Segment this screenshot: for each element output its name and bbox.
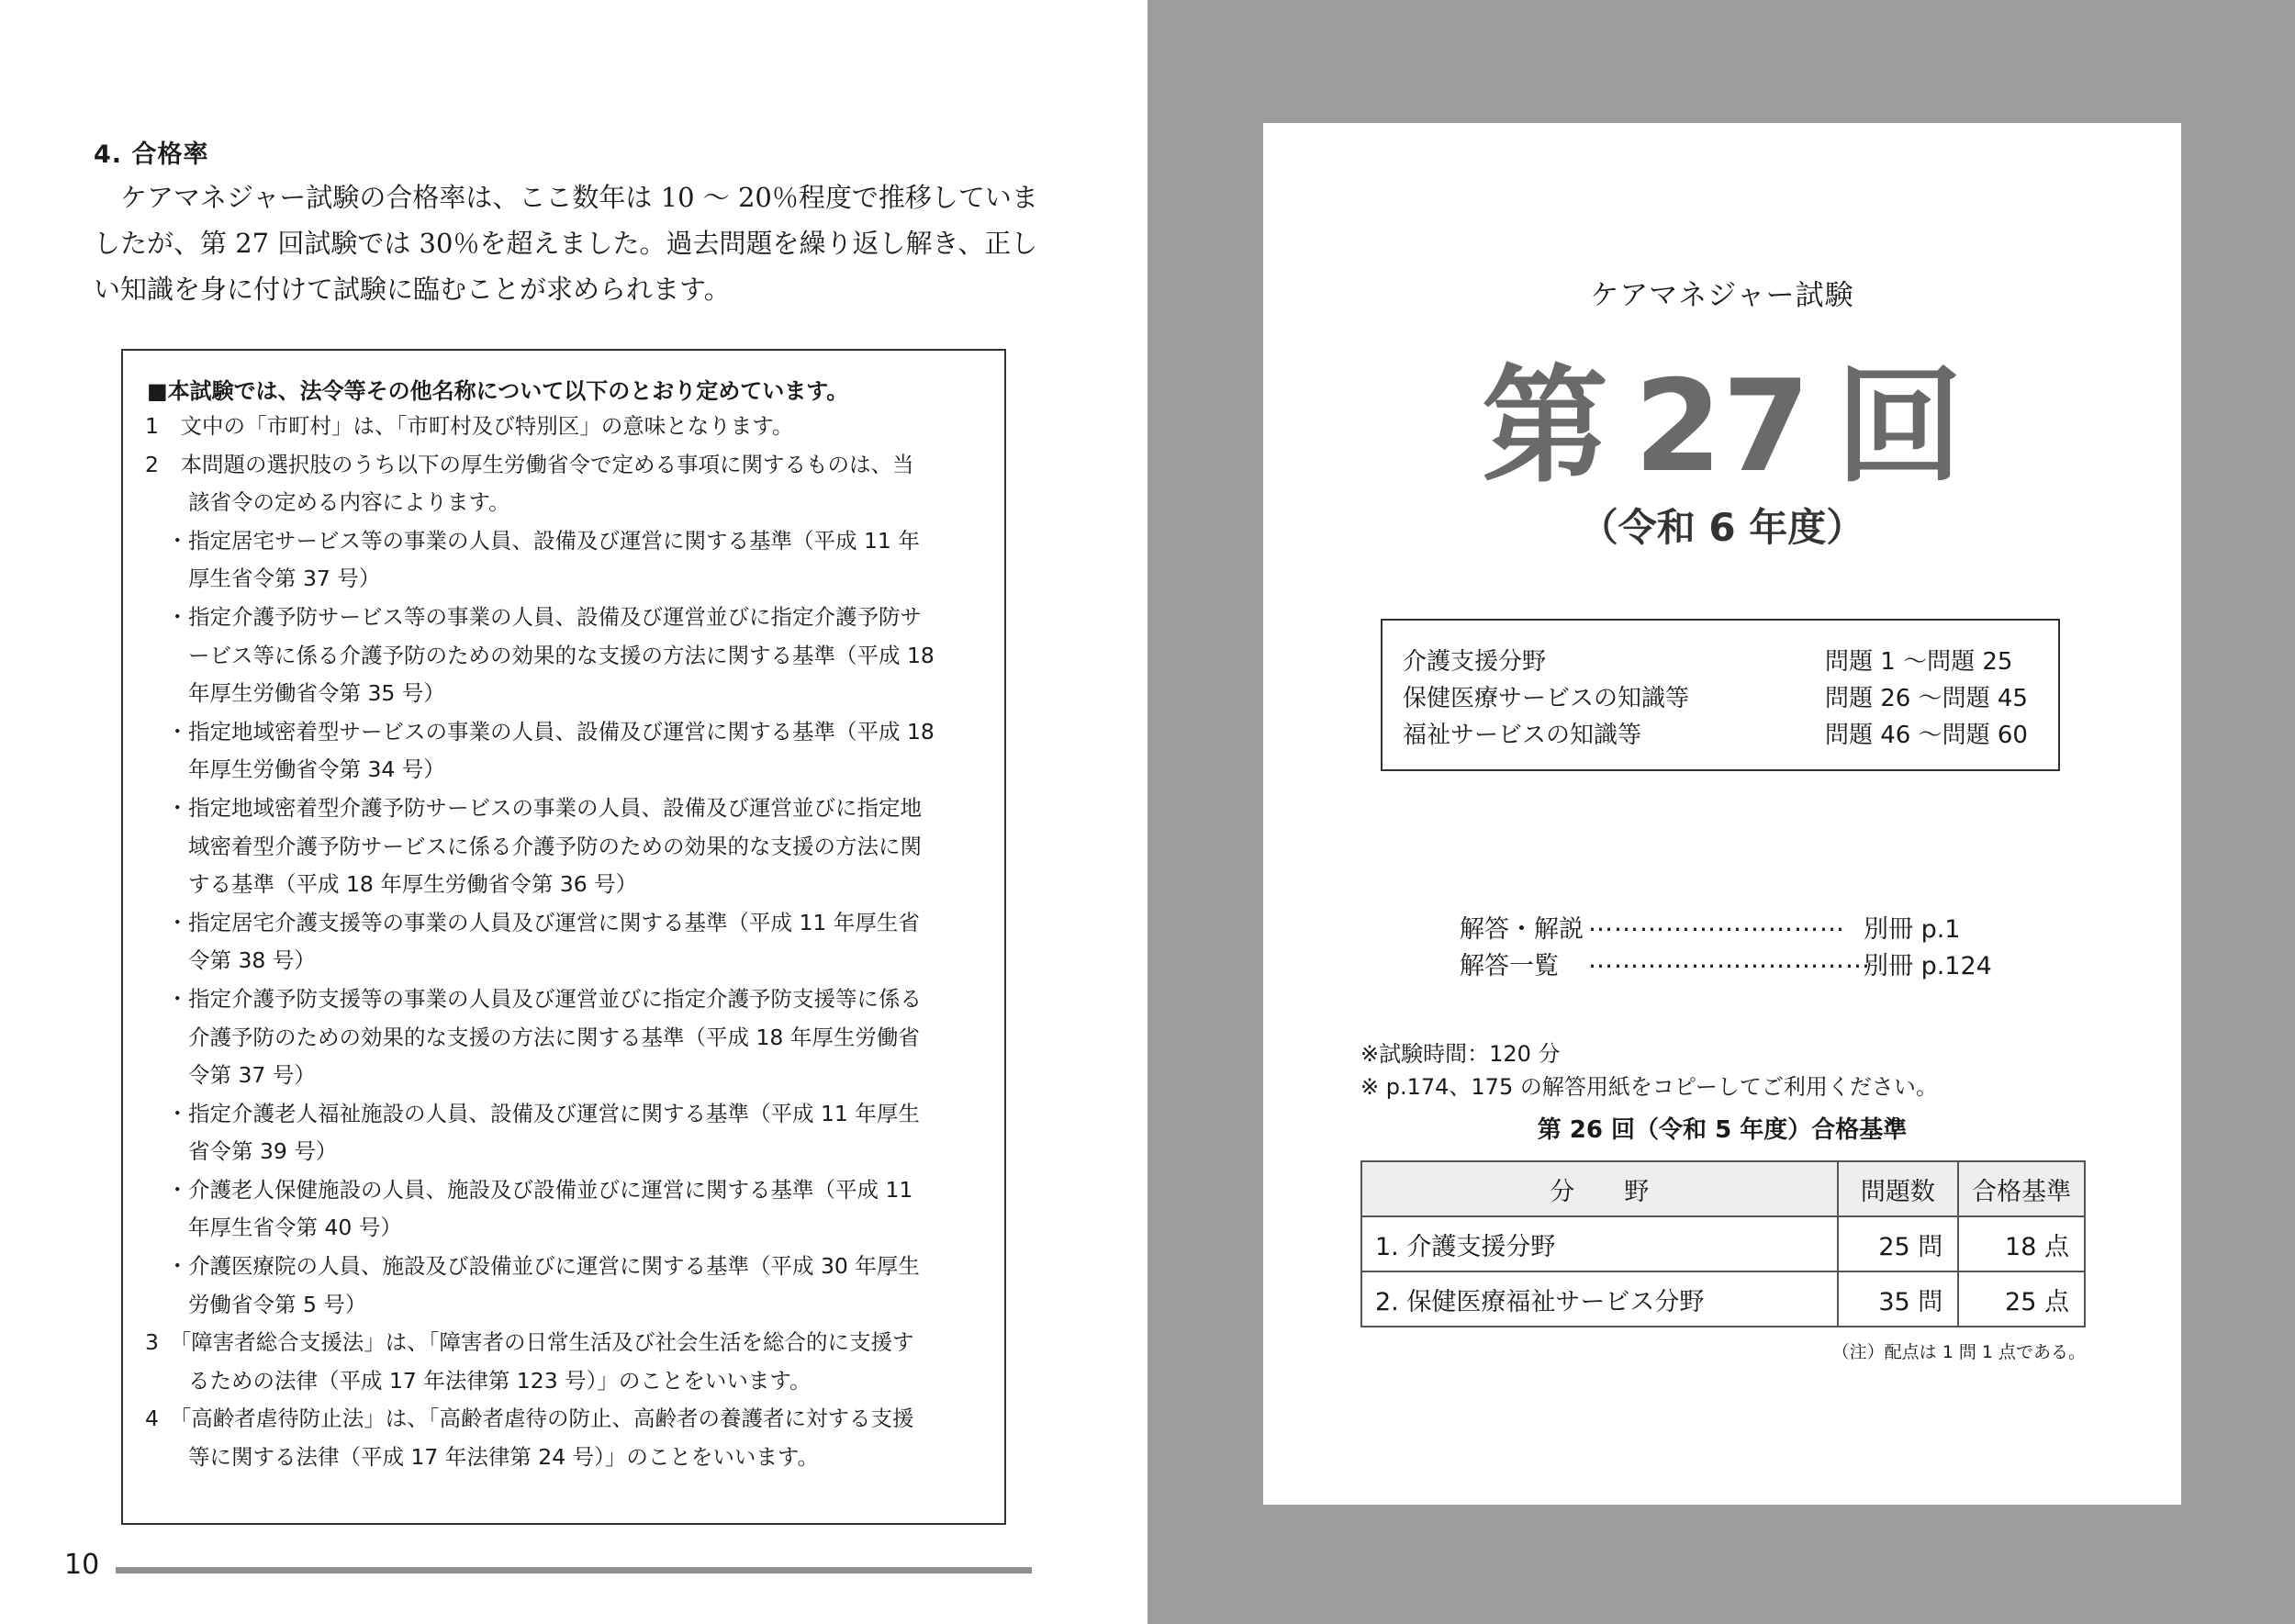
table-header-row <box>1361 1161 2085 1216</box>
section-heading: 4. 合格率 <box>94 140 209 169</box>
cell-field: 1. 介護支援分野 <box>1361 1216 1838 1271</box>
page-number: 10 <box>64 1549 100 1581</box>
definition-line: ービス等に係る介護予防のための効果的な支援の方法に関する基準（平成 18 <box>145 642 935 668</box>
pass-standard-caption: 第 26 回（令和 5 年度）合格基準 <box>1537 1116 1908 1144</box>
range-questions: 問題 26 ～問題 45 <box>1825 685 2028 712</box>
range-field: 福祉サービスの知識等 <box>1403 722 1642 749</box>
definition-line: 1 文中の「市町村」は、「市町村及び特別区」の意味となります。 <box>145 413 794 439</box>
definition-line: ・指定地域密着型サービスの事業の人員、設備及び運営に関する基準（平成 18 <box>145 718 935 745</box>
definition-line: 3 「障害者総合支援法」は、「障害者の日常生活及び社会生活を総合的に支援す <box>145 1329 914 1356</box>
definition-line: 年厚生労働省令第 34 号） <box>145 756 445 783</box>
definition-line: ・指定介護予防支援等の事業の人員及び運営並びに指定介護予防支援等に係る <box>145 985 922 1012</box>
cell-field: 2. 保健医療福祉サービス分野 <box>1361 1271 1838 1327</box>
header-field: 分 野 <box>1361 1161 1838 1216</box>
header-count: 問題数 <box>1838 1161 1959 1216</box>
definition-line: ・指定地域密着型介護予防サービスの事業の人員、設備及び運営並びに指定地 <box>145 794 922 821</box>
reference-leader: …………………………… <box>1588 946 1871 974</box>
definition-line: 令第 38 号） <box>145 947 316 974</box>
definition-line: ・介護老人保健施設の人員、施設及び設備並びに運営に関する基準（平成 11 <box>145 1176 913 1203</box>
definition-line: 域密着型介護予防サービスに係る介護予防のための効果的な支援の方法に関 <box>145 833 922 859</box>
reference-label: 解答一覧 <box>1460 952 1559 980</box>
reference-page: 別冊 p.124 <box>1864 952 1992 980</box>
definition-line: 令第 37 号） <box>145 1062 316 1089</box>
question-range-box <box>1381 619 2060 771</box>
intro-line: い知識を身に付けて試験に臨むことが求められます。 <box>94 274 731 305</box>
definition-line: ・指定居宅サービス等の事業の人員、設備及び運営に関する基準（平成 11 年 <box>145 527 920 554</box>
definition-line: 省令第 39 号） <box>145 1138 338 1165</box>
definitions-box <box>121 349 1006 1525</box>
header-standard: 合格基準 <box>1958 1161 2085 1216</box>
definition-line: 介護予防のための効果的な支援の方法に関する基準（平成 18 年厚生労働省 <box>145 1024 920 1050</box>
range-questions: 問題 1 ～問題 25 <box>1825 648 2013 676</box>
definitions-title: ■本試験では、法令等その他名称について以下のとおり定めています。 <box>147 378 849 404</box>
footer-rule <box>116 1567 1032 1574</box>
reference-page: 別冊 p.1 <box>1864 915 1961 944</box>
exam-name: ケアマネジャー試験 <box>1590 279 1854 312</box>
definition-line: 厚生省令第 37 号） <box>145 566 381 592</box>
intro-line: ケアマネジャー試験の合格率は、ここ数年は 10 ～ 20％程度で推移していま <box>94 182 1038 213</box>
definition-line: 年厚生省令第 40 号） <box>145 1215 402 1241</box>
exam-time-note: ※試験時間：120 分 <box>1360 1041 1561 1067</box>
range-field: 介護支援分野 <box>1403 648 1547 676</box>
pass-standard-table <box>1360 1160 2086 1327</box>
title-prefix: 第 <box>1481 353 1608 500</box>
cell-count: 25 問 <box>1838 1216 1959 1271</box>
definition-line: する基準（平成 18 年厚生労働省令第 36 号） <box>145 871 638 898</box>
table-footnote: （注）配点は 1 問 1 点である。 <box>1831 1342 2086 1362</box>
intro-line: したが、第 27 回試験では 30％を超えました。過去問題を繰り返し解き、正し <box>94 228 1038 259</box>
range-questions: 問題 46 ～問題 60 <box>1825 722 2028 749</box>
cell-count: 35 問 <box>1838 1271 1959 1327</box>
table-row <box>1361 1271 2085 1327</box>
definition-line: ・介護医療院の人員、施設及び設備並びに運営に関する基準（平成 30 年厚生 <box>145 1253 920 1280</box>
cell-standard: 18 点 <box>1958 1216 2085 1271</box>
definitions-list <box>145 408 990 1477</box>
definition-line: 等に関する法律（平成 17 年法律第 24 号）」のことをいいます。 <box>145 1444 820 1471</box>
definition-line: 4 「高齢者虐待防止法」は、「高齢者虐待の防止、高齢者の養護者に対する支援 <box>145 1406 914 1432</box>
definition-line: ・指定介護予防サービス等の事業の人員、設備及び運営並びに指定介護予防サ <box>145 603 922 630</box>
exam-round-title <box>1263 353 2181 500</box>
right-page <box>1148 0 2295 1624</box>
intro-paragraph <box>94 174 1039 312</box>
reference-leader: ………………………… <box>1588 909 1845 937</box>
definition-line: 2 本問題の選択肢のうち以下の厚生労働省令で定める事項に関するものは、当 <box>145 451 914 477</box>
title-suffix: 回 <box>1836 353 1964 500</box>
range-field: 保健医療サービスの知識等 <box>1403 685 1690 712</box>
cell-standard: 25 点 <box>1958 1271 2085 1327</box>
definition-line: ・指定居宅介護支援等の事業の人員及び運営に関する基準（平成 11 年厚生省 <box>145 909 920 935</box>
table-row <box>1361 1216 2085 1271</box>
definition-line: 該省令の定める内容によります。 <box>145 489 510 516</box>
definition-line: 年厚生労働省令第 35 号） <box>145 680 445 707</box>
definition-line: ・指定介護老人福祉施設の人員、設備及び運営に関する基準（平成 11 年厚生 <box>145 1100 920 1126</box>
title-card <box>1263 123 2181 1505</box>
answer-sheet-note: ※ p.174、175 の解答用紙をコピーしてご利用ください。 <box>1360 1074 1938 1100</box>
title-number: 27 <box>1633 353 1811 500</box>
reference-label: 解答・解説 <box>1460 915 1584 944</box>
definition-line: 労働省令第 5 号） <box>145 1291 367 1317</box>
definition-line: るための法律（平成 17 年法律第 123 号）」のことをいいます。 <box>145 1367 812 1394</box>
era-year: （令和 6 年度） <box>1579 505 1865 550</box>
